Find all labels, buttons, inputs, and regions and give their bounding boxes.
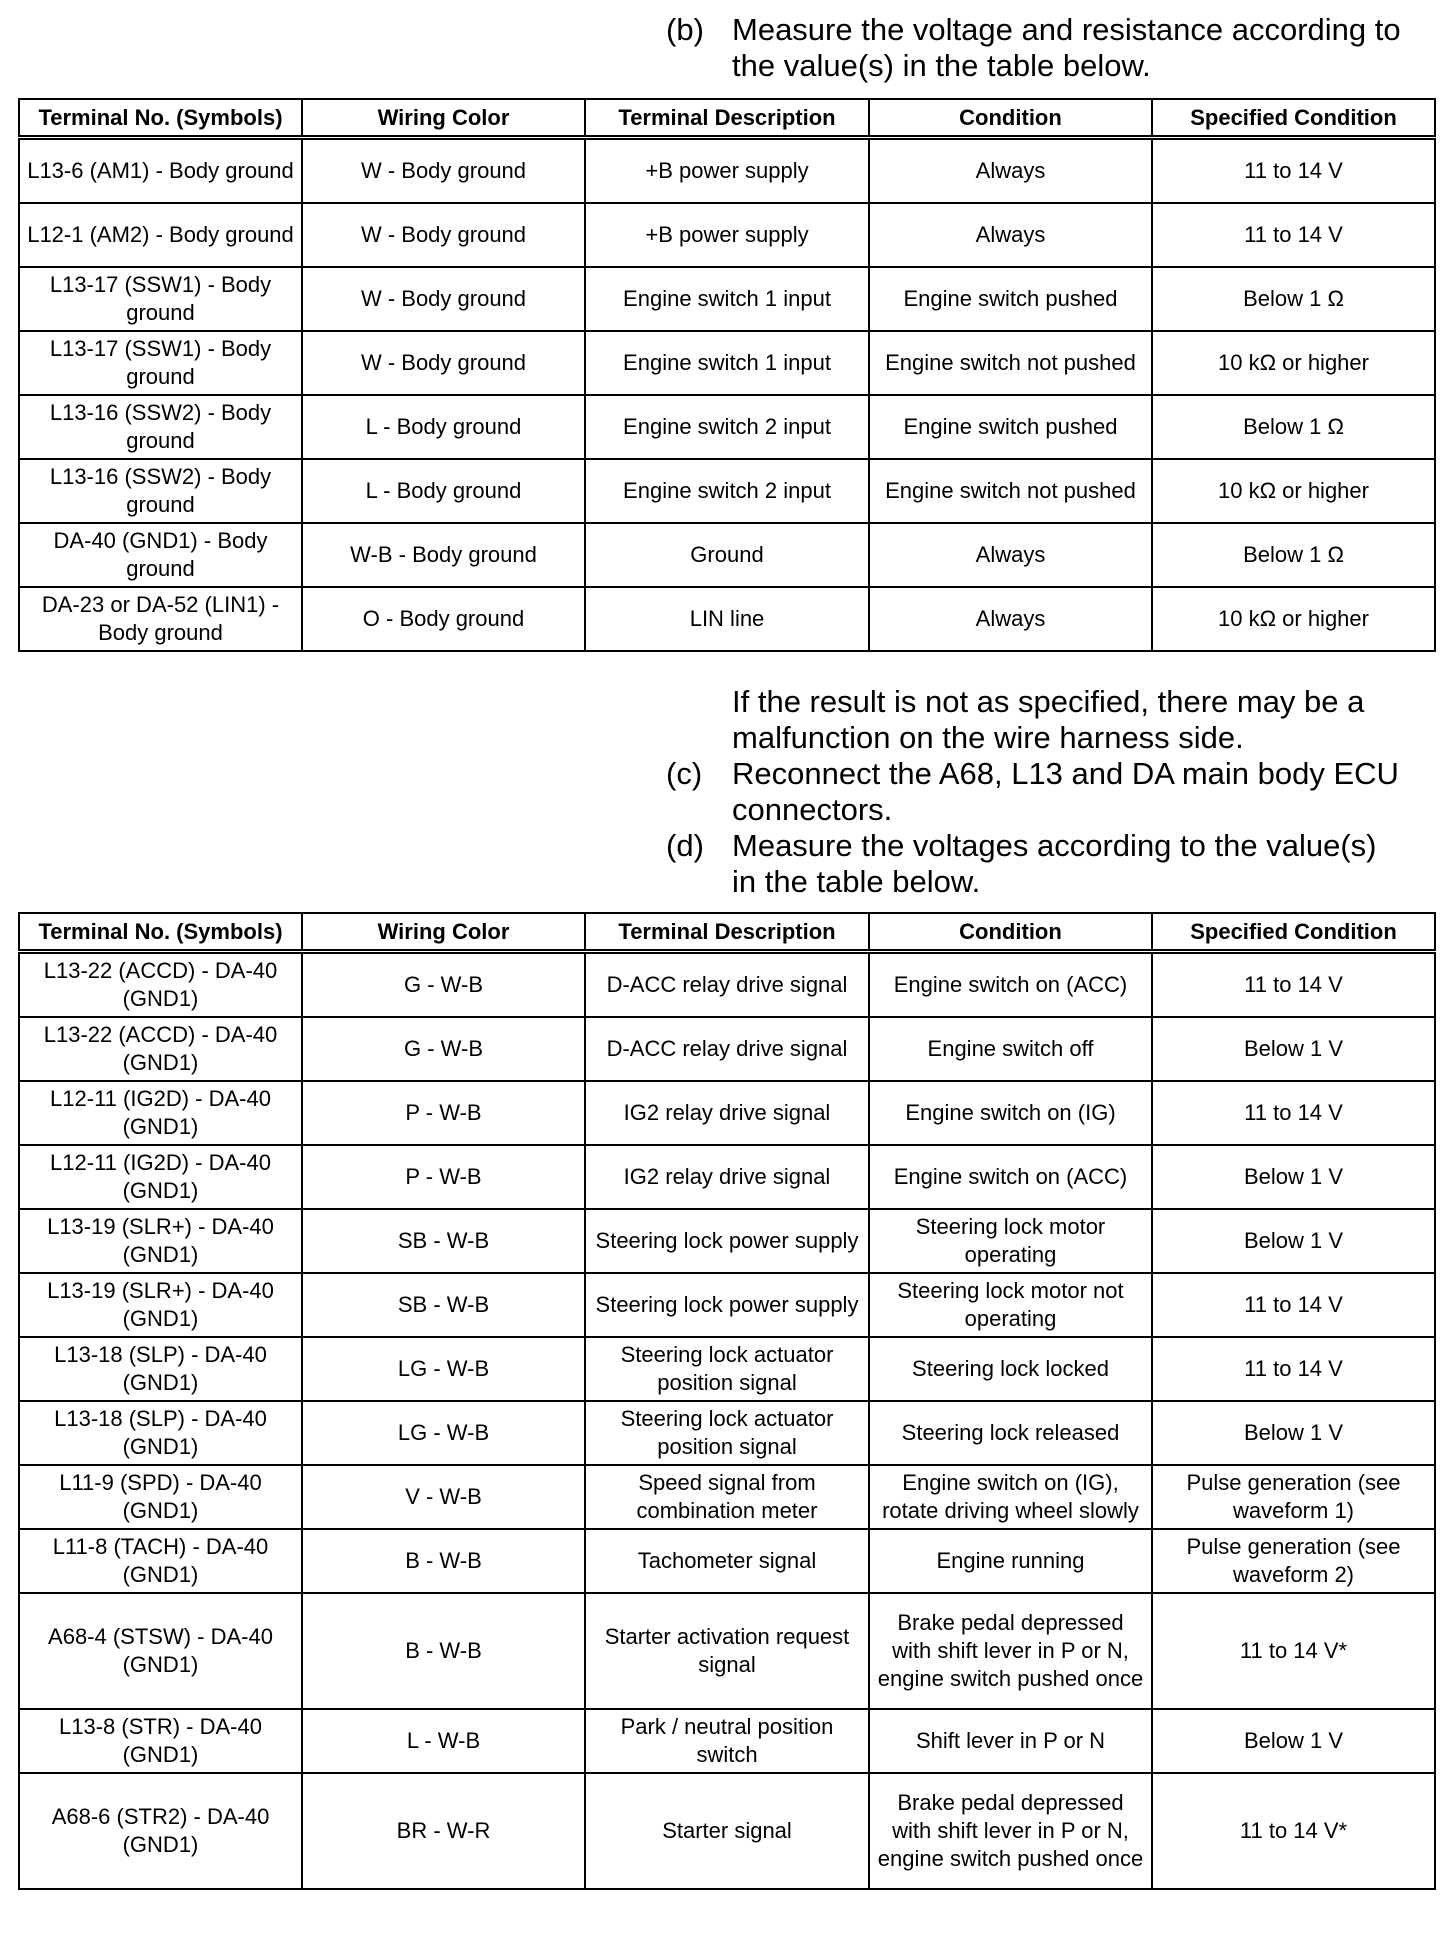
step-text: Measure the voltages according to the value(s) in the table below. xyxy=(732,828,1377,899)
step-d xyxy=(666,828,1406,900)
specified-condition-cell: 11 to 14 V xyxy=(1152,1081,1435,1145)
condition-cell: Engine running xyxy=(869,1529,1152,1593)
condition-cell: Always xyxy=(869,523,1152,587)
table-header-row xyxy=(19,913,1435,952)
table-row xyxy=(19,331,1435,395)
terminal-cell: DA-40 (GND1) - Body ground xyxy=(19,523,302,587)
specified-condition-cell: 10 kΩ or higher xyxy=(1152,587,1435,651)
condition-cell: Engine switch pushed xyxy=(869,395,1152,459)
terminal-description-cell: Engine switch 1 input xyxy=(585,267,869,331)
table-row xyxy=(19,1709,1435,1773)
terminal-cell: A68-4 (STSW) - DA-40 (GND1) xyxy=(19,1593,302,1709)
table-row xyxy=(19,1593,1435,1709)
condition-cell: Steering lock released xyxy=(869,1401,1152,1465)
column-header: Terminal No. (Symbols) xyxy=(19,913,302,952)
terminal-cell: L13-22 (ACCD) - DA-40 (GND1) xyxy=(19,952,302,1018)
terminal-description-cell: IG2 relay drive signal xyxy=(585,1081,869,1145)
table-row xyxy=(19,1401,1435,1465)
wiring-color-cell: G - W-B xyxy=(302,952,585,1018)
wiring-color-cell: W - Body ground xyxy=(302,331,585,395)
condition-cell: Engine switch on (IG), rotate driving wheel slowly xyxy=(869,1465,1152,1529)
table-row xyxy=(19,1529,1435,1593)
terminal-cell: A68-6 (STR2) - DA-40 (GND1) xyxy=(19,1773,302,1889)
condition-cell: Steering lock motor not operating xyxy=(869,1273,1152,1337)
specified-condition-cell: 11 to 14 V xyxy=(1152,1337,1435,1401)
terminal-cell: DA-23 or DA-52 (LIN1) - Body ground xyxy=(19,587,302,651)
wiring-color-cell: B - W-B xyxy=(302,1529,585,1593)
wiring-color-cell: BR - W-R xyxy=(302,1773,585,1889)
wiring-color-cell: LG - W-B xyxy=(302,1401,585,1465)
terminal-cell: L13-16 (SSW2) - Body ground xyxy=(19,395,302,459)
condition-cell: Steering lock motor operating xyxy=(869,1209,1152,1273)
specified-condition-cell: Pulse generation (see waveform 2) xyxy=(1152,1529,1435,1593)
condition-cell: Shift lever in P or N xyxy=(869,1709,1152,1773)
terminal-description-cell: Ground xyxy=(585,523,869,587)
specified-condition-cell: Below 1 V xyxy=(1152,1401,1435,1465)
condition-cell: Always xyxy=(869,138,1152,204)
terminal-cell: L12-1 (AM2) - Body ground xyxy=(19,203,302,267)
terminal-description-cell: Steering lock actuator position signal xyxy=(585,1337,869,1401)
specified-condition-cell: Below 1 Ω xyxy=(1152,395,1435,459)
table-row xyxy=(19,1145,1435,1209)
terminal-description-cell: Engine switch 1 input xyxy=(585,331,869,395)
table-row xyxy=(19,1465,1435,1529)
table-row xyxy=(19,1273,1435,1337)
step-c xyxy=(666,756,1406,828)
column-header: Specified Condition xyxy=(1152,913,1435,952)
condition-cell: Engine switch not pushed xyxy=(869,459,1152,523)
specified-condition-cell: 10 kΩ or higher xyxy=(1152,459,1435,523)
table-row xyxy=(19,459,1435,523)
terminal-cell: L12-11 (IG2D) - DA-40 (GND1) xyxy=(19,1145,302,1209)
condition-cell: Engine switch on (ACC) xyxy=(869,952,1152,1018)
step-letter: (d) xyxy=(666,828,704,863)
wiring-color-cell: L - Body ground xyxy=(302,395,585,459)
wiring-color-cell: W - Body ground xyxy=(302,267,585,331)
column-header: Condition xyxy=(869,99,1152,138)
wiring-color-cell: W-B - Body ground xyxy=(302,523,585,587)
specified-condition-cell: Below 1 V xyxy=(1152,1017,1435,1081)
table-header-row xyxy=(19,99,1435,138)
wiring-color-cell: L - Body ground xyxy=(302,459,585,523)
resistance-voltage-table xyxy=(18,98,1436,652)
condition-cell: Always xyxy=(869,587,1152,651)
specified-condition-cell: 11 to 14 V xyxy=(1152,138,1435,204)
step-letter: (b) xyxy=(666,12,704,47)
terminal-description-cell: Starter activation request signal xyxy=(585,1593,869,1709)
terminal-description-cell: Park / neutral position switch xyxy=(585,1709,869,1773)
step-text: Reconnect the A68, L13 and DA main body ECU connectors. xyxy=(732,756,1399,827)
table-row xyxy=(19,1209,1435,1273)
specified-condition-cell: 11 to 14 V* xyxy=(1152,1593,1435,1709)
terminal-description-cell: Steering lock power supply xyxy=(585,1273,869,1337)
terminal-cell: L13-17 (SSW1) - Body ground xyxy=(19,331,302,395)
specified-condition-cell: Below 1 V xyxy=(1152,1145,1435,1209)
table-row xyxy=(19,267,1435,331)
wiring-color-cell: W - Body ground xyxy=(302,138,585,204)
specified-condition-cell: Below 1 V xyxy=(1152,1709,1435,1773)
wiring-color-cell: W - Body ground xyxy=(302,203,585,267)
column-header: Condition xyxy=(869,913,1152,952)
wiring-color-cell: SB - W-B xyxy=(302,1273,585,1337)
terminal-description-cell: Starter signal xyxy=(585,1773,869,1889)
wiring-color-cell: SB - W-B xyxy=(302,1209,585,1273)
terminal-cell: L13-8 (STR) - DA-40 (GND1) xyxy=(19,1709,302,1773)
table-row xyxy=(19,395,1435,459)
terminal-description-cell: +B power supply xyxy=(585,203,869,267)
table-row xyxy=(19,203,1435,267)
condition-cell: Engine switch pushed xyxy=(869,267,1152,331)
terminal-description-cell: D-ACC relay drive signal xyxy=(585,1017,869,1081)
condition-cell: Engine switch on (ACC) xyxy=(869,1145,1152,1209)
terminal-description-cell: +B power supply xyxy=(585,138,869,204)
specified-condition-cell: Below 1 V xyxy=(1152,1209,1435,1273)
specified-condition-cell: 11 to 14 V xyxy=(1152,1273,1435,1337)
column-header: Wiring Color xyxy=(302,99,585,138)
terminal-description-cell: IG2 relay drive signal xyxy=(585,1145,869,1209)
terminal-cell: L13-22 (ACCD) - DA-40 (GND1) xyxy=(19,1017,302,1081)
terminal-cell: L13-19 (SLR+) - DA-40 (GND1) xyxy=(19,1273,302,1337)
wiring-color-cell: P - W-B xyxy=(302,1145,585,1209)
wiring-color-cell: V - W-B xyxy=(302,1465,585,1529)
specified-condition-cell: 11 to 14 V* xyxy=(1152,1773,1435,1889)
terminal-cell: L11-9 (SPD) - DA-40 (GND1) xyxy=(19,1465,302,1529)
table-row xyxy=(19,587,1435,651)
wiring-color-cell: P - W-B xyxy=(302,1081,585,1145)
wiring-color-cell: B - W-B xyxy=(302,1593,585,1709)
table-row xyxy=(19,1081,1435,1145)
terminal-description-cell: Tachometer signal xyxy=(585,1529,869,1593)
table-row xyxy=(19,1773,1435,1889)
terminal-description-cell: LIN line xyxy=(585,587,869,651)
table-row xyxy=(19,1337,1435,1401)
note-malfunction: If the result is not as specified, there may be a malfunction on the wire harness side. xyxy=(732,684,1365,755)
specified-condition-cell: Below 1 Ω xyxy=(1152,267,1435,331)
wiring-color-cell: L - W-B xyxy=(302,1709,585,1773)
terminal-description-cell: Engine switch 2 input xyxy=(585,395,869,459)
terminal-cell: L13-16 (SSW2) - Body ground xyxy=(19,459,302,523)
terminal-cell: L13-19 (SLR+) - DA-40 (GND1) xyxy=(19,1209,302,1273)
terminal-cell: L12-11 (IG2D) - DA-40 (GND1) xyxy=(19,1081,302,1145)
terminal-description-cell: Speed signal from combination meter xyxy=(585,1465,869,1529)
column-header: Terminal No. (Symbols) xyxy=(19,99,302,138)
step-b xyxy=(666,12,1406,84)
terminal-description-cell: Steering lock power supply xyxy=(585,1209,869,1273)
condition-cell: Engine switch not pushed xyxy=(869,331,1152,395)
condition-cell: Engine switch on (IG) xyxy=(869,1081,1152,1145)
column-header: Terminal Description xyxy=(585,99,869,138)
column-header: Terminal Description xyxy=(585,913,869,952)
condition-cell: Engine switch off xyxy=(869,1017,1152,1081)
table-row xyxy=(19,1017,1435,1081)
condition-cell: Brake pedal depressed with shift lever in P or N, engine switch pushed once xyxy=(869,1773,1152,1889)
table-row xyxy=(19,523,1435,587)
wiring-color-cell: O - Body ground xyxy=(302,587,585,651)
specified-condition-cell: Pulse generation (see waveform 1) xyxy=(1152,1465,1435,1529)
terminal-description-cell: Engine switch 2 input xyxy=(585,459,869,523)
specified-condition-cell: Below 1 Ω xyxy=(1152,523,1435,587)
wiring-color-cell: G - W-B xyxy=(302,1017,585,1081)
condition-cell: Brake pedal depressed with shift lever in P or N, engine switch pushed once xyxy=(869,1593,1152,1709)
condition-cell: Steering lock locked xyxy=(869,1337,1152,1401)
specified-condition-cell: 10 kΩ or higher xyxy=(1152,331,1435,395)
step-text: Measure the voltage and resistance according to the value(s) in the table below. xyxy=(732,12,1401,83)
terminal-cell: L13-18 (SLP) - DA-40 (GND1) xyxy=(19,1401,302,1465)
terminal-cell: L13-17 (SSW1) - Body ground xyxy=(19,267,302,331)
terminal-cell: L11-8 (TACH) - DA-40 (GND1) xyxy=(19,1529,302,1593)
table-row xyxy=(19,952,1435,1018)
specified-condition-cell: 11 to 14 V xyxy=(1152,203,1435,267)
condition-cell: Always xyxy=(869,203,1152,267)
column-header: Wiring Color xyxy=(302,913,585,952)
terminal-cell: L13-18 (SLP) - DA-40 (GND1) xyxy=(19,1337,302,1401)
specified-condition-cell: 11 to 14 V xyxy=(1152,952,1435,1018)
terminal-cell: L13-6 (AM1) - Body ground xyxy=(19,138,302,204)
column-header: Specified Condition xyxy=(1152,99,1435,138)
terminal-description-cell: Steering lock actuator position signal xyxy=(585,1401,869,1465)
voltage-table xyxy=(18,912,1436,1890)
table-row xyxy=(19,138,1435,204)
step-letter: (c) xyxy=(666,756,703,791)
wiring-color-cell: LG - W-B xyxy=(302,1337,585,1401)
terminal-description-cell: D-ACC relay drive signal xyxy=(585,952,869,1018)
